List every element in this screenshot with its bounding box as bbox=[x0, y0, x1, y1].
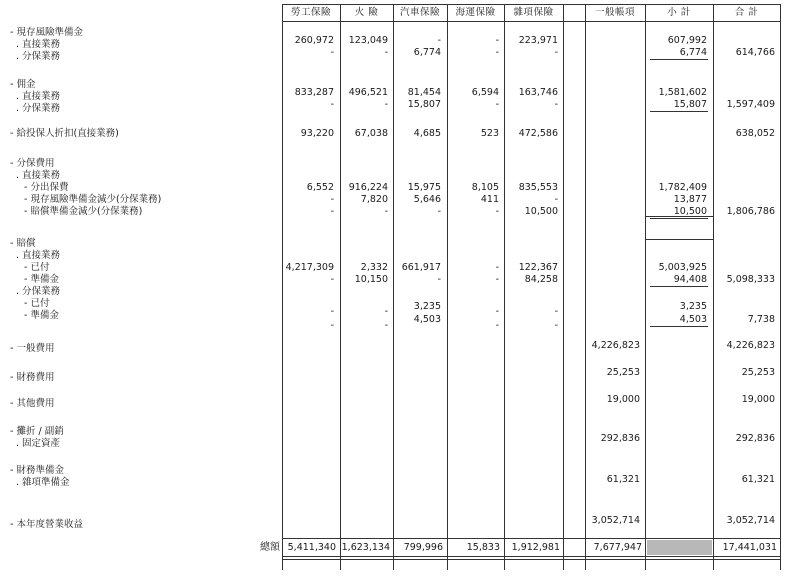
row-label: - 財務準備金 bbox=[10, 465, 64, 476]
table-cell: 8,105 bbox=[471, 182, 499, 193]
table-cell: - bbox=[437, 274, 441, 285]
column-rule bbox=[393, 4, 394, 570]
header-rule bbox=[282, 21, 781, 22]
totals-cell: 17,441,031 bbox=[722, 542, 777, 553]
totals-rule bbox=[282, 538, 781, 539]
row-label: . 直接業務 bbox=[16, 91, 61, 102]
row-label: - 賠償準備金減少(分保業務) bbox=[24, 206, 143, 217]
table-cell: 67,038 bbox=[354, 128, 388, 139]
column-header: 雜項保險 bbox=[513, 7, 554, 18]
totals-cell bbox=[645, 541, 709, 555]
table-cell: - bbox=[384, 206, 388, 217]
table-cell: 7,738 bbox=[747, 314, 775, 325]
row-label: - 賠償 bbox=[10, 238, 36, 249]
row-label: . 直接業務 bbox=[16, 39, 61, 50]
column-rule bbox=[645, 4, 646, 570]
table-cell: 835,553 bbox=[518, 182, 558, 193]
table-cell: 3,235 bbox=[679, 301, 707, 312]
table-cell: - bbox=[437, 206, 441, 217]
column-header: 合 計 bbox=[734, 7, 759, 18]
subtotal-underline bbox=[650, 59, 708, 60]
table-cell: 1,782,409 bbox=[658, 182, 707, 193]
table-cell: 5,098,333 bbox=[726, 274, 775, 285]
table-cell: 3,235 bbox=[413, 301, 441, 312]
row-label: - 財務費用 bbox=[10, 372, 55, 383]
table-cell: - bbox=[495, 320, 499, 331]
totals-rule bbox=[282, 559, 781, 560]
table-cell: - bbox=[554, 320, 558, 331]
table-cell: 13,877 bbox=[673, 194, 707, 205]
table-cell: 122,367 bbox=[518, 262, 558, 273]
table-cell: 260,972 bbox=[294, 35, 334, 46]
row-label: - 現存風險準備金減少(分保業務) bbox=[24, 194, 162, 205]
table-cell: - bbox=[384, 99, 388, 110]
table-cell: 4,217,309 bbox=[285, 262, 334, 273]
table-cell: - bbox=[554, 47, 558, 58]
row-label: - 已付 bbox=[24, 262, 50, 273]
table-cell: 1,581,602 bbox=[658, 87, 707, 98]
row-label: - 佣金 bbox=[10, 79, 36, 90]
row-label: - 分出保費 bbox=[24, 182, 69, 193]
table-cell: 607,992 bbox=[667, 35, 707, 46]
column-header: 一般帳項 bbox=[594, 7, 635, 18]
table-cell: 6,552 bbox=[306, 182, 334, 193]
totals-cell: 1,912,981 bbox=[511, 542, 560, 553]
table-cell: - bbox=[495, 206, 499, 217]
table-cell: 4,503 bbox=[413, 314, 441, 325]
table-cell: 15,807 bbox=[673, 99, 707, 110]
table-cell: 2,332 bbox=[360, 262, 388, 273]
column-header: 汽車保險 bbox=[399, 7, 440, 18]
header-rule bbox=[282, 4, 781, 5]
table-cell: 411 bbox=[480, 194, 499, 205]
table-cell: 1,806,786 bbox=[726, 206, 775, 217]
table-cell: 93,220 bbox=[300, 128, 334, 139]
table-cell: 163,746 bbox=[518, 87, 558, 98]
table-cell: 1,597,409 bbox=[726, 99, 775, 110]
row-label: - 準備金 bbox=[24, 274, 59, 285]
note-box bbox=[645, 216, 714, 240]
table-cell: 661,917 bbox=[401, 262, 441, 273]
table-cell: - bbox=[384, 306, 388, 317]
totals-cell: 15,833 bbox=[466, 542, 500, 553]
column-rule bbox=[504, 4, 505, 570]
row-label: - 其他費用 bbox=[10, 398, 55, 409]
table-cell: 15,975 bbox=[407, 182, 441, 193]
totals-cell: 1,623,134 bbox=[341, 542, 390, 553]
column-rule bbox=[713, 4, 714, 570]
column-rule bbox=[563, 4, 564, 570]
totals-label: 總額 bbox=[260, 542, 280, 553]
table-cell: 15,807 bbox=[407, 99, 441, 110]
table-cell: 292,836 bbox=[735, 433, 775, 444]
table-cell: - bbox=[437, 35, 441, 46]
table-cell: 81,454 bbox=[407, 87, 441, 98]
table-cell: - bbox=[554, 99, 558, 110]
table-cell: - bbox=[330, 274, 334, 285]
totals-cell: 5,411,340 bbox=[287, 542, 336, 553]
row-label: - 攤折 / 副銷 bbox=[10, 426, 64, 437]
table-cell: 5,003,925 bbox=[658, 262, 707, 273]
table-cell: - bbox=[495, 262, 499, 273]
column-header: 勞工保險 bbox=[290, 7, 331, 18]
row-label: . 直接業務 bbox=[16, 170, 61, 181]
table-cell: 61,321 bbox=[741, 474, 775, 485]
table-cell: - bbox=[330, 47, 334, 58]
table-cell: 19,000 bbox=[741, 394, 775, 405]
row-label: - 已付 bbox=[24, 298, 50, 309]
row-label: . 雜項準備金 bbox=[16, 477, 70, 488]
table-cell: - bbox=[554, 306, 558, 317]
table-cell: 472,586 bbox=[518, 128, 558, 139]
row-label: - 本年度營業收益 bbox=[10, 519, 83, 530]
column-rule bbox=[447, 4, 448, 570]
table-cell: 4,503 bbox=[679, 314, 707, 325]
table-cell: - bbox=[384, 320, 388, 331]
row-label: . 固定資產 bbox=[16, 438, 61, 449]
table-cell: 5,646 bbox=[413, 194, 441, 205]
column-rule bbox=[585, 4, 586, 570]
totals-rule bbox=[282, 556, 781, 557]
table-cell: - bbox=[495, 47, 499, 58]
table-cell: 4,226,823 bbox=[726, 340, 775, 351]
table-cell: 6,594 bbox=[471, 87, 499, 98]
table-cell: 25,253 bbox=[741, 367, 775, 378]
column-header: 小 計 bbox=[667, 7, 691, 18]
row-label: - 分保費用 bbox=[10, 158, 55, 169]
table-cell: 496,521 bbox=[348, 87, 388, 98]
table-cell: 94,408 bbox=[673, 274, 707, 285]
row-label: . 分保業務 bbox=[16, 51, 61, 62]
table-cell: - bbox=[495, 35, 499, 46]
table-cell: 223,971 bbox=[518, 35, 558, 46]
table-cell: - bbox=[330, 99, 334, 110]
table-cell: 25,253 bbox=[606, 367, 640, 378]
table-cell: - bbox=[554, 194, 558, 205]
table-cell: - bbox=[495, 274, 499, 285]
subtotal-underline bbox=[650, 111, 708, 112]
table-cell: 84,258 bbox=[524, 274, 558, 285]
table-cell: 916,224 bbox=[348, 182, 388, 193]
table-cell: - bbox=[495, 306, 499, 317]
table-cell: 123,049 bbox=[348, 35, 388, 46]
table-cell: - bbox=[330, 194, 334, 205]
column-rule bbox=[282, 4, 283, 570]
column-rule bbox=[340, 4, 341, 570]
table-cell: 638,052 bbox=[735, 128, 775, 139]
table-cell: 10,500 bbox=[673, 206, 707, 217]
column-rule bbox=[780, 4, 781, 570]
table-cell: 7,820 bbox=[360, 194, 388, 205]
table-cell: 833,287 bbox=[294, 87, 334, 98]
totals-cell: 799,996 bbox=[403, 542, 443, 553]
table-cell: 523 bbox=[480, 128, 499, 139]
row-label: - 給投保人折扣(直接業務) bbox=[10, 128, 119, 139]
table-cell: 6,774 bbox=[413, 47, 441, 58]
column-header: 火 險 bbox=[354, 7, 379, 18]
table-cell: 292,836 bbox=[600, 433, 640, 444]
table-cell: - bbox=[330, 206, 334, 217]
table-cell: 3,052,714 bbox=[726, 515, 775, 526]
row-label: - 一般費用 bbox=[10, 343, 55, 354]
table-cell: 10,500 bbox=[524, 206, 558, 217]
table-cell: - bbox=[384, 47, 388, 58]
subtotal-underline bbox=[650, 286, 708, 287]
table-cell: 4,226,823 bbox=[591, 340, 640, 351]
table-cell: 19,000 bbox=[606, 394, 640, 405]
totals-cell: 7,677,947 bbox=[593, 542, 642, 553]
subtotal-underline bbox=[650, 326, 708, 327]
row-label: - 準備金 bbox=[24, 310, 59, 321]
table-cell: 3,052,714 bbox=[591, 515, 640, 526]
table-cell: - bbox=[330, 306, 334, 317]
table-cell: 61,321 bbox=[606, 474, 640, 485]
table-cell: 10,150 bbox=[354, 274, 388, 285]
table-cell: 4,685 bbox=[413, 128, 441, 139]
row-label: . 分保業務 bbox=[16, 286, 61, 297]
row-label: . 直接業務 bbox=[16, 250, 61, 261]
table-cell: - bbox=[330, 320, 334, 331]
table-cell: 6,774 bbox=[679, 47, 707, 58]
row-label: - 現存風險準備金 bbox=[10, 27, 83, 38]
column-header: 海運保險 bbox=[455, 7, 496, 18]
row-label: . 分保業務 bbox=[16, 103, 61, 114]
table-cell: 614,766 bbox=[735, 47, 775, 58]
table-cell: - bbox=[495, 99, 499, 110]
